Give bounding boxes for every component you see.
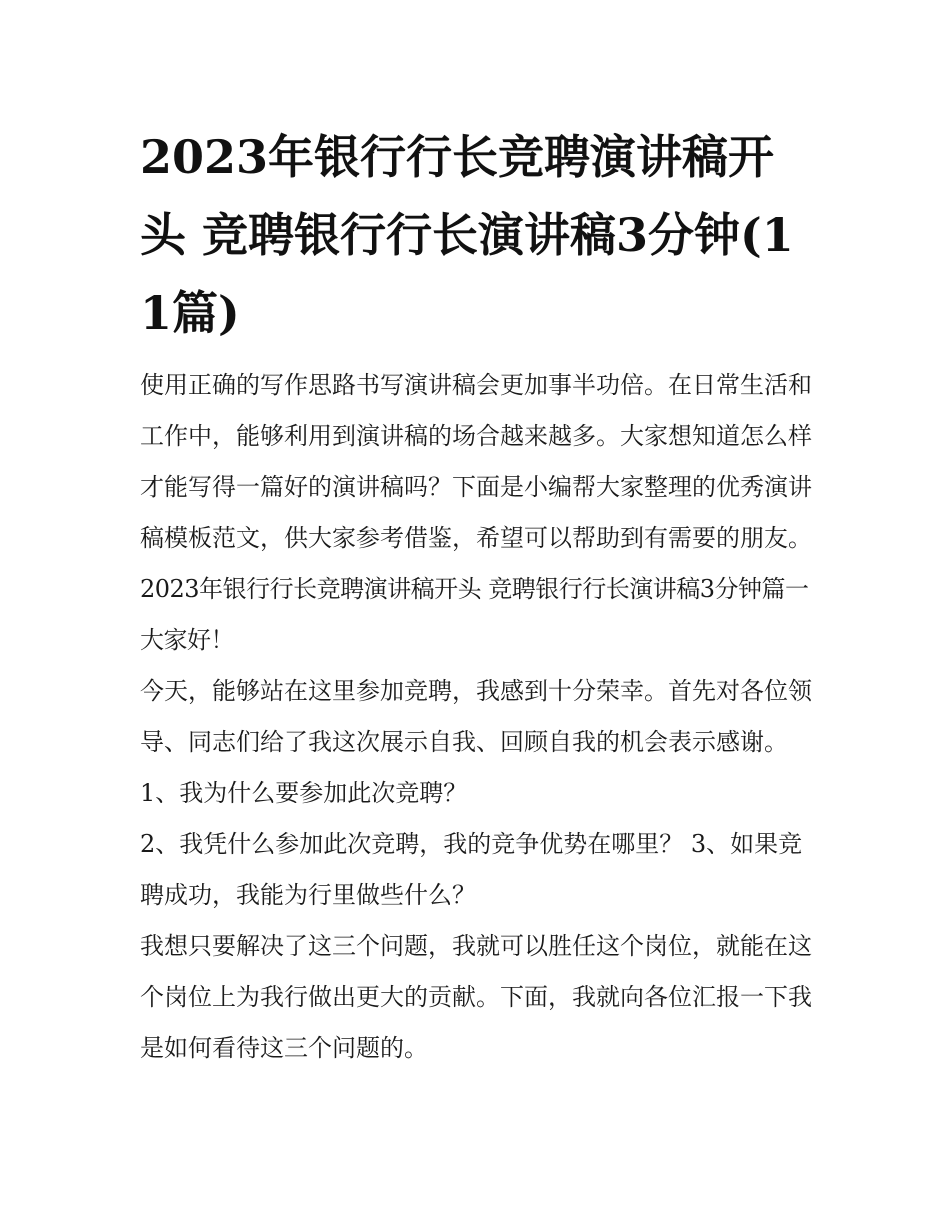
body-paragraph: 我想只要解决了这三个问题，我就可以胜任这个岗位，就能在这个岗位上为我行做出更大的贡献。下面，我就向各位汇报一下我是如何看待这三个问题的。 (140, 932, 812, 1062)
body-paragraph: 今天，能够站在这里参加竞聘，我感到十分荣幸。首先对各位领导、同志们给了我这次展示自我、回顾自我的机会表示感谢。 1、我为什么要参加此次竞聘？ (140, 677, 812, 807)
document-title: 2023年银行行长竞聘演讲稿开头 竞聘银行行长演讲稿3分钟(11篇) (140, 130, 794, 340)
body-paragraph: 2、我凭什么参加此次竞聘，我的竞争优势在哪里？ 3、如果竞聘成功，我能为行里做些什么？ (140, 830, 803, 909)
intro-paragraph: 使用正确的写作思路书写演讲稿会更加事半功倍。在日常生活和工作中，能够利用到演讲稿的场合越来越多。大家想知道怎么样才能写得一篇好的演讲稿吗？下面是小编帮大家整理的优秀演讲稿模板范文，供大家参考借鉴，希望可以帮助到有需要的朋友。 (140, 371, 812, 552)
document-body (140, 118, 820, 1074)
section-heading-paragraph: 2023年银行行长竞聘演讲稿开头 竞聘银行行长演讲稿3分钟篇一 大家好！ (140, 575, 809, 654)
